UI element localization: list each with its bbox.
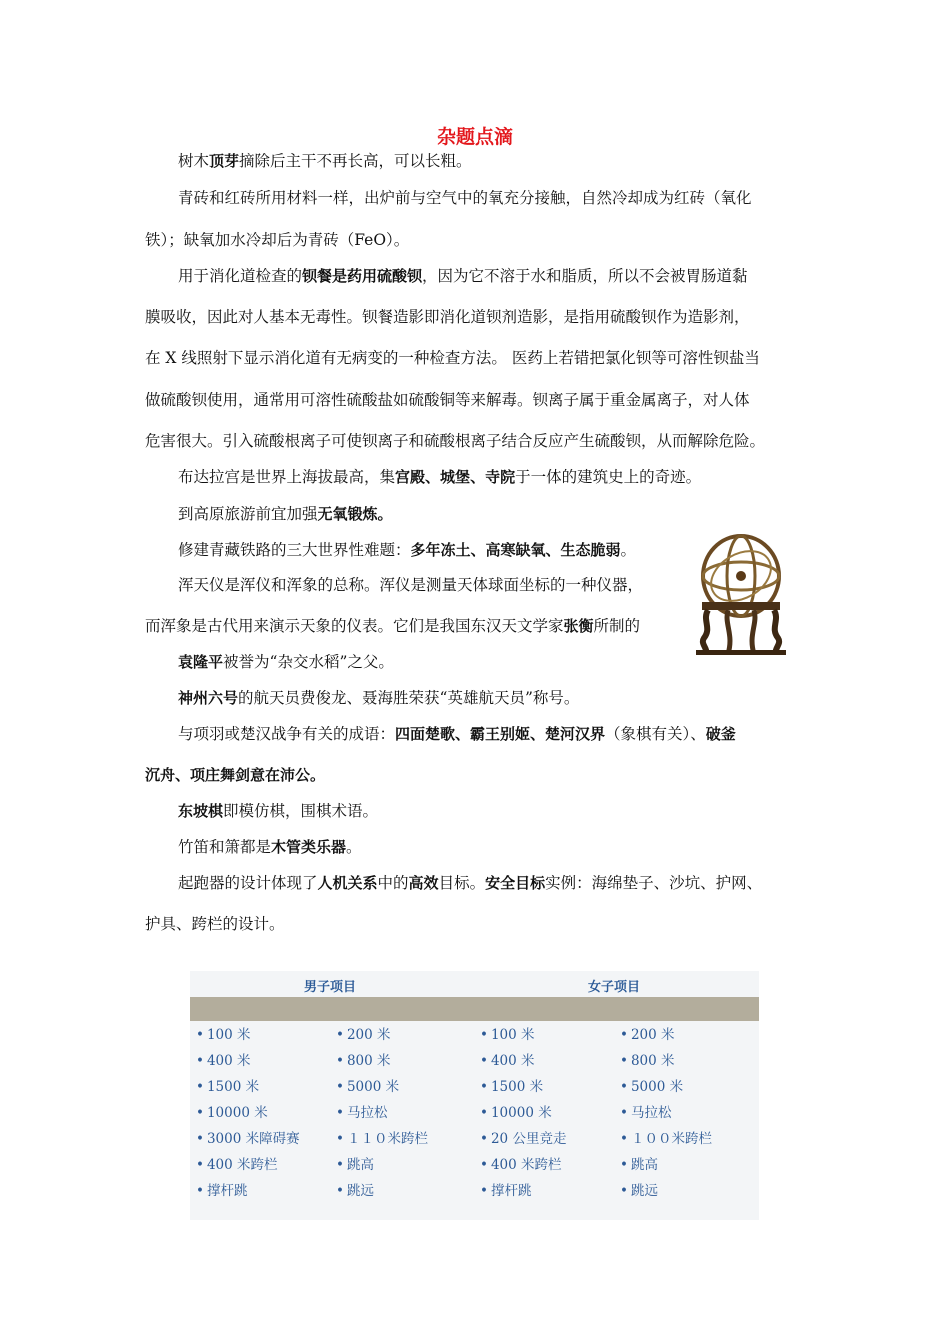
event-link[interactable]: [196, 1026, 251, 1044]
event-label: 1500 米: [206, 1079, 260, 1095]
bullet-icon: •: [196, 1157, 204, 1173]
event-link[interactable]: [620, 1130, 712, 1148]
bullet-icon: •: [620, 1157, 628, 1173]
event-link[interactable]: [336, 1078, 399, 1096]
paragraph-barium-line4: 做硫酸钡使用，通常用可溶性硫酸盐如硫酸铜等来解毒。钡离子属于重金属离子，对人体: [145, 391, 750, 409]
event-link[interactable]: [336, 1182, 374, 1200]
event-label: 10000 米: [206, 1105, 268, 1121]
event-link[interactable]: [620, 1182, 658, 1200]
event-label: 5000 米: [346, 1079, 400, 1095]
bullet-icon: •: [480, 1027, 488, 1043]
bullet-icon: •: [196, 1131, 204, 1147]
event-link[interactable]: [620, 1104, 671, 1122]
event-link[interactable]: [620, 1156, 658, 1174]
page-title: 杂题点滴: [436, 126, 513, 148]
event-link[interactable]: [336, 1104, 387, 1122]
paragraph-idioms-line1: 与项羽或楚汉战争有关的成语：四面楚歌、霸王别姬、楚河汉界（象棋有关）、破釜: [178, 725, 736, 743]
paragraph-barium-line3: 在 X 线照射下显示消化道有无病变的一种检查方法。 医药上若错把氯化钡等可溶性钡盐当: [145, 349, 760, 367]
event-label: 200 米: [346, 1027, 391, 1043]
event-label: 跳远: [630, 1183, 658, 1199]
table-header: [190, 971, 759, 997]
bullet-icon: •: [336, 1131, 344, 1147]
paragraph-armillary-line1: 浑天仪是浑仪和浑象的总称。浑仪是测量天体球面坐标的一种仪器，: [178, 576, 644, 594]
bullet-icon: •: [480, 1053, 488, 1069]
event-label: １００米跨栏: [630, 1131, 712, 1147]
event-link[interactable]: [336, 1156, 374, 1174]
event-label: 马拉松: [346, 1105, 388, 1121]
bullet-icon: •: [336, 1079, 344, 1095]
paragraph-railway: 修建青藏铁路的三大世界性难题：多年冻土、高寒缺氧、生态脆弱。: [178, 541, 637, 559]
event-label: 跳远: [346, 1183, 374, 1199]
event-label: 3000 米障碍赛: [206, 1131, 300, 1147]
bullet-icon: •: [196, 1079, 204, 1095]
bullet-icon: •: [336, 1157, 344, 1173]
event-label: 5000 米: [630, 1079, 684, 1095]
event-link[interactable]: [336, 1026, 391, 1044]
event-link[interactable]: [480, 1130, 566, 1148]
bullet-icon: •: [196, 1027, 204, 1043]
bullet-icon: •: [196, 1053, 204, 1069]
paragraph-bricks-line2: 铁）；缺氧加水冷却后为青砖（FeO）。: [145, 231, 410, 249]
event-link[interactable]: [620, 1078, 683, 1096]
paragraph-starting-block-line1: 起跑器的设计体现了人机关系中的高效目标。安全目标实例：海绵垫子、沙坑、护网、: [178, 874, 763, 892]
event-label: 撑杆跳: [490, 1183, 532, 1199]
event-link[interactable]: [620, 1026, 675, 1044]
event-label: 马拉松: [630, 1105, 672, 1121]
paragraph-plateau: 到高原旅游前宜加强无氧锻炼。: [178, 505, 393, 523]
event-label: 撑杆跳: [206, 1183, 248, 1199]
paragraph-starting-block-line2: 护具、跨栏的设计。: [145, 915, 285, 933]
event-label: 800 米: [630, 1053, 675, 1069]
event-link[interactable]: [196, 1052, 251, 1070]
event-label: 400 米: [206, 1053, 251, 1069]
event-link[interactable]: [196, 1182, 247, 1200]
event-label: 400 米: [490, 1053, 535, 1069]
event-link[interactable]: [480, 1156, 562, 1174]
event-label: 100 米: [490, 1027, 535, 1043]
bullet-icon: •: [480, 1105, 488, 1121]
event-link[interactable]: [480, 1104, 552, 1122]
event-label: 400 米跨栏: [490, 1157, 562, 1173]
event-link[interactable]: [196, 1078, 259, 1096]
event-label: 10000 米: [490, 1105, 552, 1121]
event-label: 800 米: [346, 1053, 391, 1069]
event-link[interactable]: [480, 1052, 535, 1070]
event-link[interactable]: [480, 1078, 543, 1096]
event-link[interactable]: [620, 1052, 675, 1070]
bullet-icon: •: [620, 1027, 628, 1043]
bullet-icon: •: [336, 1183, 344, 1199]
event-link[interactable]: [196, 1156, 278, 1174]
paragraph-barium-line1: 用于消化道检查的钡餐是药用硫酸钡，因为它不溶于水和脂质，所以不会被胃肠道黏: [178, 267, 748, 285]
event-label: 跳高: [346, 1157, 374, 1173]
bullet-icon: •: [620, 1131, 628, 1147]
paragraph-bricks-line1: 青砖和红砖所用材料一样，出炉前与空气中的氧充分接触，自然冷却成为红砖（氧化: [178, 189, 752, 207]
event-link[interactable]: [480, 1026, 535, 1044]
bullet-icon: •: [480, 1183, 488, 1199]
event-link[interactable]: [336, 1052, 391, 1070]
event-label: １１０米跨栏: [346, 1131, 428, 1147]
bullet-icon: •: [336, 1027, 344, 1043]
paragraph-barium-line2: 膜吸收，因此对人基本无毒性。钡餐造影即消化道钡剂造影，是指用硫酸钡作为造影剂，: [145, 308, 750, 326]
event-link[interactable]: [336, 1130, 428, 1148]
bullet-icon: •: [336, 1105, 344, 1121]
women-events-header[interactable]: 女子项目: [588, 980, 641, 995]
bullet-icon: •: [620, 1053, 628, 1069]
bullet-icon: •: [620, 1183, 628, 1199]
bullet-icon: •: [196, 1105, 204, 1121]
bullet-icon: •: [196, 1183, 204, 1199]
bullet-icon: •: [480, 1079, 488, 1095]
athletics-events-table: [190, 971, 759, 1220]
paragraph-potala: 布达拉宫是世界上海拔最高，集宫殿、城堡、寺院于一体的建筑史上的奇迹。: [178, 468, 702, 486]
event-link[interactable]: [196, 1130, 300, 1148]
event-label: 200 米: [630, 1027, 675, 1043]
event-label: 跳高: [630, 1157, 658, 1173]
paragraph-bud: 树木顶芽摘除后主干不再长高，可以长粗。: [178, 152, 472, 170]
bullet-icon: •: [480, 1157, 488, 1173]
paragraph-dongpo: 东坡棋即模仿棋，围棋术语。: [178, 802, 379, 820]
bullet-icon: •: [620, 1079, 628, 1095]
paragraph-idioms-line2: 沉舟、项庄舞剑意在沛公。: [145, 766, 326, 784]
paragraph-yuan: 袁隆平被誉为“杂交水稻”之父。: [178, 653, 394, 671]
men-events-header[interactable]: 男子项目: [304, 980, 357, 995]
event-label: 400 米跨栏: [206, 1157, 278, 1173]
bullet-icon: •: [336, 1053, 344, 1069]
paragraph-barium-line5: 危害很大。引入硫酸根离子可使钡离子和硫酸根离子结合反应产生硫酸钡，从而解除危险。: [145, 432, 766, 450]
header-band: [190, 997, 759, 1021]
paragraph-shenzhou: 神州六号的航天员费俊龙、聂海胜荣获“英雄航天员”称号。: [178, 689, 580, 707]
bullet-icon: •: [480, 1131, 488, 1147]
event-label: 1500 米: [490, 1079, 544, 1095]
paragraph-flute: 竹笛和箫都是木管类乐器。: [178, 838, 362, 856]
event-link[interactable]: [196, 1104, 268, 1122]
event-link[interactable]: [480, 1182, 531, 1200]
armillary-sphere-image: [688, 524, 794, 655]
event-label: 20 公里竞走: [490, 1131, 567, 1147]
paragraph-armillary-line2: 而浑象是古代用来演示天象的仪表。它们是我国东汉天文学家张衡所制的: [145, 617, 641, 635]
bullet-icon: •: [620, 1105, 628, 1121]
event-label: 100 米: [206, 1027, 251, 1043]
